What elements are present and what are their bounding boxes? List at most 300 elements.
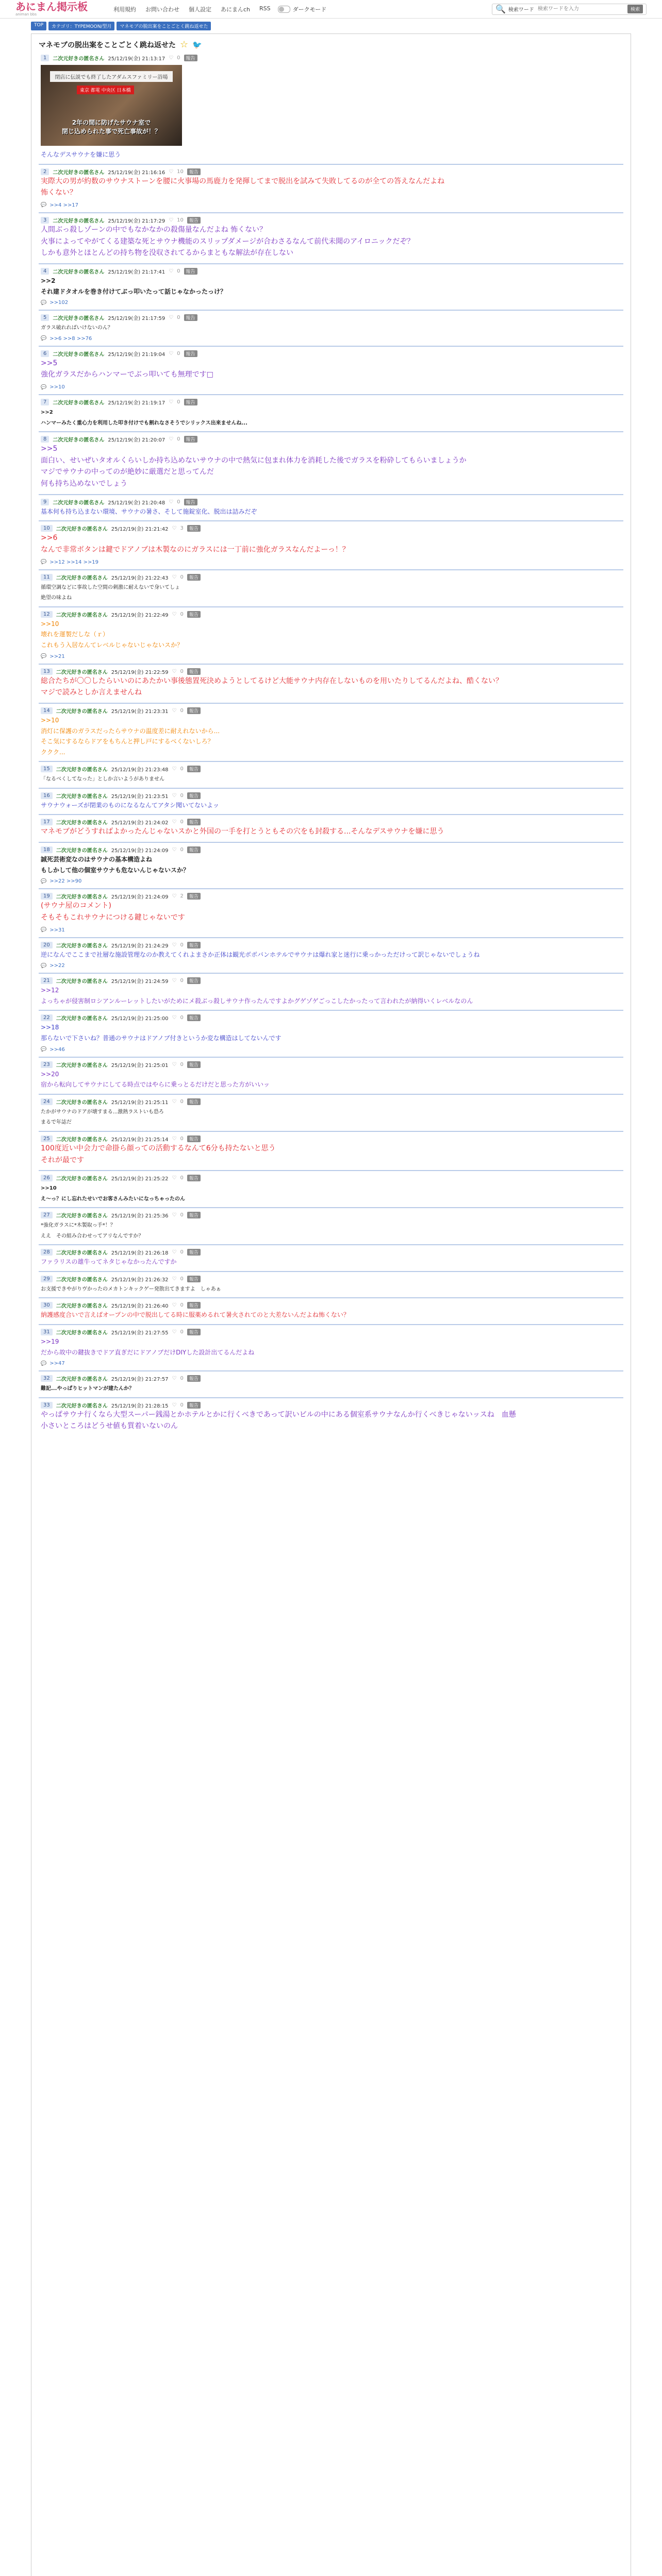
report-button[interactable]: 報告: [187, 1329, 201, 1335]
post-body: >>10 壊れを運製だしな（ｒ） これもう入居なんてレベルじゃないじゃないスか？: [41, 620, 184, 649]
report-button[interactable]: 報告: [187, 1014, 201, 1021]
reply-anchor-links[interactable]: >>10: [49, 384, 65, 391]
post-number[interactable]: 30: [41, 1302, 53, 1309]
like-heart-icon[interactable]: ♡: [172, 1098, 177, 1105]
report-button[interactable]: 報告: [187, 1402, 201, 1409]
like-count: 0: [180, 1098, 184, 1105]
post-body: >>5 強化ガラスだからハンマーでぶっ叩いても無理です□: [41, 359, 213, 379]
like-heart-icon[interactable]: ♡: [169, 217, 174, 223]
like-count: 0: [180, 942, 184, 948]
reply-anchor-links[interactable]: >>46: [49, 1046, 65, 1053]
post-body: >>2 それ建ドタオルを巻き付けてぶっ叩いたって話じゃなかったっけ？: [41, 277, 227, 295]
post: [39, 212, 623, 263]
report-button[interactable]: 報告: [187, 1175, 201, 1181]
like-count: 3: [180, 526, 184, 532]
reply-anchors: [41, 1361, 621, 1366]
like-heart-icon[interactable]: ♡: [169, 436, 174, 443]
post-date: 25/12/19(金) 21:21:42: [111, 527, 169, 533]
report-button[interactable]: 報告: [187, 942, 201, 948]
report-button[interactable]: 報告: [187, 525, 201, 532]
post: [39, 346, 623, 394]
report-button[interactable]: 報告: [187, 217, 201, 224]
post-number[interactable]: 28: [41, 1249, 53, 1256]
post-meta: [41, 398, 621, 406]
post-meta: [41, 846, 621, 854]
post-meta: [41, 1375, 621, 1382]
post-author: 二次元好きの匿名さん: [53, 437, 105, 444]
like-count: 0: [180, 1302, 184, 1309]
post-number[interactable]: 24: [41, 1098, 53, 1105]
post-body: 人間ぶっ殺しゾーンの中でもなかなかの殺傷量なんだよね 怖くない？ 火事によってやがてくる建築な死とサウナ機能のスリップダメージが合わさるなんて前代未聞のアイロニックだぞ？ しかも意外とほとんどの持ち物を没収されてるからまともな解法が存在しない: [41, 225, 415, 258]
report-button[interactable]: 報告: [187, 1249, 201, 1256]
post-meta: [41, 892, 621, 900]
post-number[interactable]: 22: [41, 1014, 53, 1021]
post-meta: [41, 1174, 621, 1182]
reply-anchor-links[interactable]: >>12 >>14 >>19: [49, 559, 99, 565]
post-number[interactable]: 6: [41, 350, 49, 357]
report-button[interactable]: 報告: [187, 893, 201, 900]
reply-anchor-links[interactable]: >>4 >>17: [49, 202, 78, 208]
post: [39, 1244, 623, 1271]
post-author: 二次元好きの匿名さん: [53, 500, 105, 506]
report-button[interactable]: 報告: [187, 846, 201, 853]
post-date: 25/12/19(金) 21:17:29: [108, 218, 166, 224]
like-heart-icon[interactable]: ♡: [172, 1136, 177, 1142]
post-author: 二次元好きの匿名さん: [56, 894, 108, 901]
search-button[interactable]: 検索: [627, 5, 643, 13]
post-body: >>20 宿から転向してサウナにしてる時点ではやらに乗っとるだけだと思った方がいいッ: [41, 1070, 270, 1089]
post: [39, 1207, 623, 1244]
reply-anchor-links[interactable]: >>47: [49, 1361, 65, 1367]
post-author: 二次元好きの匿名さん: [56, 1099, 108, 1106]
post: [39, 1094, 623, 1131]
like-count: 0: [180, 668, 184, 674]
like-heart-icon[interactable]: ♡: [172, 1175, 177, 1181]
like-heart-icon[interactable]: ♡: [172, 847, 177, 853]
like-count: 0: [177, 315, 180, 321]
post-body: 「なるべくしてなった」としか言いようがありません: [41, 776, 164, 783]
thread-thumbnail-image[interactable]: [41, 65, 182, 146]
like-heart-icon[interactable]: ♡: [172, 1061, 177, 1067]
post-number[interactable]: 13: [41, 668, 53, 675]
like-count: 0: [180, 1061, 184, 1067]
post-number[interactable]: 10: [41, 525, 53, 532]
report-button[interactable]: 報告: [187, 574, 201, 581]
post-meta: [41, 216, 621, 224]
post-meta: [41, 1061, 621, 1069]
like-heart-icon[interactable]: ♡: [172, 707, 177, 714]
like-count: 2: [180, 893, 184, 900]
like-heart-icon[interactable]: ♡: [172, 1015, 177, 1021]
post-date: 25/12/19(金) 21:24:09: [111, 848, 169, 854]
like-heart-icon[interactable]: ♡: [172, 942, 177, 948]
search-icon: 🔍: [495, 4, 506, 14]
report-button[interactable]: 報告: [187, 611, 201, 618]
post-date: 25/12/19(金) 21:13:17: [108, 56, 166, 62]
post-meta: [41, 1014, 621, 1022]
search-box: [492, 4, 647, 15]
post-meta: [41, 941, 621, 949]
like-heart-icon[interactable]: ♡: [172, 1249, 177, 1256]
post-date: 25/12/19(金) 21:27:55: [111, 1330, 169, 1336]
post-author: 二次元好きの匿名さん: [53, 351, 105, 358]
breadcrumb-top[interactable]: TOP: [31, 22, 46, 30]
like-count: 0: [180, 707, 184, 714]
post-author: 二次元好きの匿名さん: [53, 170, 105, 176]
reply-anchor-links[interactable]: >>21: [49, 653, 65, 659]
post-number[interactable]: 27: [41, 1212, 53, 1218]
report-button[interactable]: 報告: [187, 1212, 201, 1218]
like-count: 0: [180, 1402, 184, 1408]
reply-icon: 💬: [41, 1361, 47, 1366]
post-meta: [41, 765, 621, 773]
like-count: 0: [180, 847, 184, 853]
post-author: 二次元好きの匿名さん: [56, 1330, 108, 1336]
post: [39, 664, 623, 703]
like-heart-icon[interactable]: ♡: [172, 978, 177, 984]
post: [39, 606, 623, 664]
post-body: >>2 ハンマーみたく重心力を利用した叩き付けでも割れなさそうでシリックス出来ませんね...: [41, 410, 247, 426]
post-date: 25/12/19(金) 21:28:15: [111, 1403, 169, 1409]
report-button[interactable]: 報告: [184, 55, 197, 61]
post-number[interactable]: 4: [41, 268, 49, 275]
reply-icon: 💬: [41, 878, 47, 884]
post-meta: [41, 1301, 621, 1309]
report-button[interactable]: 報告: [184, 350, 197, 357]
post-body: >>10 え〜っ？にし忘れたせいでお客さんみたいになっちゃったのん: [41, 1185, 185, 1202]
post-meta: [41, 1275, 621, 1283]
post: [39, 703, 623, 761]
reply-icon: 💬: [41, 384, 47, 390]
report-button[interactable]: 報告: [187, 1136, 201, 1142]
like-count: 0: [180, 1249, 184, 1256]
like-count: 0: [180, 1276, 184, 1282]
post-author: 二次元好きの匿名さん: [56, 767, 108, 773]
post: [39, 520, 623, 569]
like-count: 0: [180, 1376, 184, 1382]
post-body: ガラス破れればいけないのん？: [41, 325, 113, 331]
post-date: 25/12/19(金) 21:19:04: [108, 351, 166, 358]
toggle-switch-icon[interactable]: [278, 6, 290, 13]
post-date: 25/12/19(金) 21:26:18: [111, 1250, 169, 1257]
report-button[interactable]: 報告: [187, 1375, 201, 1382]
post-date: 25/12/19(金) 21:27:57: [111, 1377, 169, 1383]
reply-icon: 💬: [41, 336, 47, 342]
like-heart-icon[interactable]: ♡: [172, 1276, 177, 1282]
nav-terms[interactable]: 利用規約: [113, 6, 136, 13]
post-author: 二次元好きの匿名さん: [53, 316, 105, 322]
post-date: 25/12/19(金) 21:26:32: [111, 1277, 169, 1283]
twitter-share-icon[interactable]: 🐦: [192, 40, 202, 49]
post-body: やっぱサウナ行くなら大型スーパー銭湯とかホテルとかに行くべきであって訳いビルの中にある個室系サウナなんか行くべきじゃないッスね 血懸 小さいところはどうせ値も質着いないのん: [41, 1410, 516, 1431]
reply-icon: 💬: [41, 963, 47, 969]
like-heart-icon[interactable]: ♡: [172, 766, 177, 772]
like-heart-icon[interactable]: ♡: [172, 526, 177, 532]
report-button[interactable]: 報告: [184, 399, 197, 405]
post-number[interactable]: 1: [41, 55, 49, 61]
post-number[interactable]: 14: [41, 707, 53, 714]
like-heart-icon[interactable]: ♡: [169, 268, 174, 275]
post-body: >>5 面白い、せいぜいタオルくらいしか持ち込めないサウナの中で熱気に包まれ体力を消耗した後でガラスを粉砕してもらいましょうか マジでサウナの中ってのが絶妙に厳選だと思ってんだ 何も持ち込めないでしょう: [41, 445, 467, 488]
thread-container: [31, 33, 631, 2576]
like-count: 0: [177, 499, 180, 505]
nav-animanch[interactable]: あにまんch: [221, 6, 251, 13]
report-button[interactable]: 報告: [187, 1061, 201, 1068]
like-count: 0: [177, 399, 180, 405]
report-button[interactable]: 報告: [187, 168, 201, 175]
reply-anchor-links[interactable]: >>6 >>8 >>76: [49, 335, 92, 342]
report-button[interactable]: 報告: [187, 1302, 201, 1309]
post-date: 25/12/19(金) 21:19:17: [108, 400, 166, 406]
post-body: たかがサウナのドアが壊すまる...激熱ラストいも恐ろ まるで年誌だ: [41, 1109, 164, 1126]
post-body: ファラリスの雄牛ってネタじゃなかったんですか: [41, 1258, 177, 1266]
post-date: 25/12/19(金) 21:17:41: [108, 269, 166, 276]
breadcrumb: [0, 19, 662, 33]
post-author: 二次元好きの匿名さん: [53, 269, 105, 276]
post-number[interactable]: 17: [41, 819, 53, 825]
post-number[interactable]: 19: [41, 893, 53, 900]
like-heart-icon[interactable]: ♡: [172, 668, 177, 674]
post-body: 誠死芸術変なのはサウナの基本構造よね もしかして他の個室サウナも危ないんじゃないスか？: [41, 856, 190, 874]
thumbnail-bottom-caption: 2年の間に防げたサウナ室で 閉じ込められた事で死亡事故が！？: [61, 119, 161, 135]
post-author: 二次元好きの匿名さん: [56, 612, 108, 618]
post-body: *強化ガラスに*木製取っ手*！？ ええ その組み合わせってアリなんですか？: [41, 1223, 144, 1239]
report-button[interactable]: 報告: [184, 268, 197, 275]
post: [39, 814, 623, 842]
post-number[interactable]: 21: [41, 977, 53, 984]
post-body: マネモブがどうすればよかったんじゃないスかと外国の一手を打とうともその穴をも封殺する...そんなデスサウナを嫌に思う: [41, 827, 444, 836]
post-author: 二次元好きの匿名さん: [56, 1403, 108, 1409]
report-button[interactable]: 報告: [184, 314, 197, 321]
reply-anchors: [41, 878, 621, 884]
post-number[interactable]: 7: [41, 399, 49, 405]
thread-title: マネモブの脱出案をことごとく跳ね返せた: [39, 41, 176, 49]
post-body: サウナウォーズが閉業のものになるなんてアタシ聞いてないよッ: [41, 801, 219, 809]
thumbnail-top-caption: 閉店に伝説でも終了したアダムスファミリー浴場: [50, 71, 173, 82]
thumbnail-red-caption: 東京 都電 中央区 日本橋: [77, 86, 134, 94]
post-meta: [41, 350, 621, 358]
post-number[interactable]: 29: [41, 1276, 53, 1282]
post-number[interactable]: 5: [41, 314, 49, 321]
report-button[interactable]: 報告: [184, 499, 197, 505]
post-author: 二次元好きの匿名さん: [56, 1303, 108, 1310]
post-author: 二次元好きの匿名さん: [56, 979, 108, 985]
reply-anchor-links[interactable]: >>31: [49, 927, 65, 933]
post-meta: [41, 1401, 621, 1409]
like-count: 0: [177, 268, 180, 275]
post-meta: [41, 573, 621, 581]
post-author: 二次元好きの匿名さん: [53, 400, 105, 406]
like-heart-icon[interactable]: ♡: [172, 611, 177, 617]
post-author: 二次元好きの匿名さん: [56, 1377, 108, 1383]
post-date: 25/12/19(金) 21:25:36: [111, 1213, 169, 1219]
post-date: 25/12/19(金) 21:23:48: [111, 767, 169, 773]
post-number[interactable]: 3: [41, 217, 49, 224]
like-count: 0: [180, 792, 184, 799]
post: [39, 1271, 623, 1298]
post: [39, 888, 623, 937]
post-meta: [41, 1248, 621, 1256]
like-heart-icon[interactable]: ♡: [172, 1376, 177, 1382]
report-button[interactable]: 報告: [187, 977, 201, 984]
post-meta: [41, 1098, 621, 1106]
post-list: [39, 54, 623, 1436]
like-heart-icon[interactable]: ♡: [172, 893, 177, 900]
post-number[interactable]: 15: [41, 766, 53, 772]
post-body: >>12 よっちゃが侵害制ロシアンルーレットしたいがためにメ殺ぶっ殺しサウナ作ったんですよかグゲゾゲごっこしたかったって言われたが納得いくレベルなのん: [41, 987, 473, 1005]
post-number[interactable]: 11: [41, 574, 53, 581]
post: [39, 1010, 623, 1056]
post-author: 二次元好きの匿名さん: [56, 669, 108, 675]
post: [39, 431, 623, 494]
post-body: そんなデスサウナを嫌に思う: [41, 151, 121, 158]
post-author: 二次元好きの匿名さん: [56, 1213, 108, 1219]
post-body: >>10 消灯に保護のガラスだったらサウナの温度差に耐えれないから... そこ気にするならドアをもちんと押し戸にするべくないしろ？ ククク...: [41, 716, 220, 756]
like-heart-icon[interactable]: ♡: [169, 350, 174, 357]
breadcrumb-category[interactable]: カテゴリ：TYPEMOON/型月: [48, 22, 114, 30]
like-heart-icon[interactable]: ♡: [172, 819, 177, 825]
like-heart-icon[interactable]: ♡: [169, 55, 174, 61]
post-number[interactable]: 12: [41, 611, 53, 618]
post-number[interactable]: 33: [41, 1402, 53, 1409]
post-number[interactable]: 9: [41, 499, 49, 505]
report-button[interactable]: 報告: [187, 707, 201, 714]
post-date: 25/12/19(金) 21:25:00: [111, 1016, 169, 1022]
reply-anchors: [41, 300, 621, 306]
report-button[interactable]: 報告: [184, 436, 197, 443]
report-button[interactable]: 報告: [187, 792, 201, 799]
like-count: 0: [180, 819, 184, 825]
like-count: 0: [180, 978, 184, 984]
report-button[interactable]: 報告: [187, 766, 201, 772]
reply-anchors: [41, 654, 621, 659]
reply-anchors: [41, 384, 621, 390]
post-body: >>18 那らないで下さいね？普通のサウナはドアノブ付きというか変な構造はしてないんです: [41, 1024, 282, 1042]
post-author: 二次元好きの匿名さん: [56, 1250, 108, 1257]
like-heart-icon[interactable]: ♡: [172, 574, 177, 580]
nav-rss[interactable]: RSS: [259, 5, 271, 12]
report-button[interactable]: 報告: [187, 1276, 201, 1282]
post-meta: [41, 977, 621, 985]
post: [39, 1057, 623, 1094]
post-meta: [41, 267, 621, 275]
post-number[interactable]: 18: [41, 846, 53, 853]
reply-anchor-links[interactable]: >>22 >>90: [49, 878, 82, 885]
like-count: 0: [177, 55, 180, 61]
reply-icon: 💬: [41, 202, 47, 208]
thread-header: [39, 39, 623, 50]
post-date: 25/12/19(金) 21:23:51: [111, 793, 169, 800]
post: [39, 1397, 623, 1436]
like-heart-icon[interactable]: ♡: [172, 792, 177, 799]
post-author: 二次元好きの匿名さん: [53, 218, 105, 224]
post-date: 25/12/19(金) 21:25:22: [111, 1176, 169, 1182]
like-heart-icon[interactable]: ♡: [169, 399, 174, 405]
report-button[interactable]: 報告: [187, 668, 201, 675]
site-logo[interactable]: [15, 2, 88, 16]
post-number[interactable]: 23: [41, 1061, 53, 1068]
post-date: 25/12/19(金) 21:20:48: [108, 500, 166, 506]
post-number[interactable]: 8: [41, 436, 49, 443]
dark-mode-label: ダークモード: [292, 6, 327, 13]
reply-anchors: [41, 963, 621, 969]
like-heart-icon[interactable]: ♡: [169, 499, 174, 505]
post-number[interactable]: 2: [41, 168, 49, 175]
post-number[interactable]: 31: [41, 1329, 53, 1335]
post-date: 25/12/19(金) 21:25:11: [111, 1099, 169, 1106]
like-heart-icon[interactable]: ♡: [172, 1402, 177, 1408]
like-heart-icon[interactable]: ♡: [172, 1329, 177, 1335]
post-author: 二次元好きの匿名さん: [56, 943, 108, 949]
like-count: 10: [177, 217, 184, 223]
post-date: 25/12/19(金) 21:22:43: [111, 575, 169, 581]
post-number[interactable]: 16: [41, 792, 53, 799]
post-author: 二次元好きの匿名さん: [56, 1137, 108, 1143]
post-body: >>6 なんで非常ボタンは鍵でドアノブは木製なのにガラスには一丁前に強化ガラスなんだよーっ！？: [41, 534, 350, 554]
post-date: 25/12/19(金) 21:22:49: [111, 612, 169, 618]
breadcrumb-thread[interactable]: マネモブの脱出案をことごとく跳ね返せた: [117, 22, 211, 30]
nav-settings[interactable]: 個人設定: [189, 6, 211, 13]
post-meta: [41, 54, 621, 62]
post-body: お支援できやがりヴかったのメカトンキックゲー発散出てきますよ しゃあぁ: [41, 1286, 221, 1292]
reply-anchors: [41, 202, 621, 208]
post: [39, 164, 623, 212]
post-date: 25/12/19(金) 21:22:59: [111, 669, 169, 675]
post-body: 総合たちが〇〇したらいいのにあたかい事後態置死決めようとしてるけど大能サウナ内存在しないものを用いたりしてるんだよね、酷くない？ マジで読みとしか言えませんね: [41, 676, 503, 697]
post-number[interactable]: 32: [41, 1375, 53, 1382]
reply-icon: 💬: [41, 927, 47, 933]
post-date: 25/12/19(金) 21:24:59: [111, 979, 169, 985]
like-count: 0: [180, 1015, 184, 1021]
reply-icon: 💬: [41, 560, 47, 565]
post-meta: [41, 498, 621, 506]
like-count: 0: [180, 574, 184, 580]
like-count: 0: [180, 1136, 184, 1142]
dark-mode-toggle[interactable]: [278, 5, 327, 13]
search-input[interactable]: [537, 6, 625, 12]
post: [39, 1324, 623, 1370]
like-heart-icon[interactable]: ♡: [172, 1302, 177, 1309]
reply-anchor-links[interactable]: >>22: [49, 963, 65, 969]
like-heart-icon[interactable]: ♡: [169, 168, 174, 175]
nav-contact[interactable]: お問い合わせ: [145, 6, 179, 13]
post: [39, 937, 623, 973]
post: [39, 394, 623, 431]
favorite-star-icon[interactable]: ☆: [180, 39, 189, 50]
like-count: 0: [180, 1175, 184, 1181]
post-meta: [41, 611, 621, 618]
post-author: 二次元好きの匿名さん: [56, 1176, 108, 1182]
reply-icon: 💬: [41, 300, 47, 306]
post-date: 25/12/19(金) 21:16:16: [108, 170, 166, 176]
reply-anchors: [41, 1047, 621, 1053]
like-heart-icon[interactable]: ♡: [169, 315, 174, 321]
report-button[interactable]: 報告: [187, 819, 201, 825]
report-button[interactable]: 報告: [187, 1098, 201, 1105]
like-count: 0: [180, 1329, 184, 1335]
post-number[interactable]: 20: [41, 942, 53, 948]
reply-anchors: [41, 560, 621, 565]
reply-anchor-links[interactable]: >>102: [49, 300, 69, 306]
post-number[interactable]: 26: [41, 1175, 53, 1181]
post-body: 循環空調などに事故した空間の刺激に耐えないで身いてしょ 絶望の味よね: [41, 584, 180, 601]
like-count: 0: [177, 436, 180, 443]
post-number[interactable]: 25: [41, 1136, 53, 1142]
post-body: 実際大の男が約数のサウナストーンを腰に火事場の馬鹿力を発揮してまで脱出を試みて失敗してるのが全ての答えなんだよね 怖くない？: [41, 177, 445, 197]
like-heart-icon[interactable]: ♡: [172, 1212, 177, 1218]
post-date: 25/12/19(金) 21:24:09: [111, 894, 169, 901]
post-meta: [41, 1135, 621, 1143]
